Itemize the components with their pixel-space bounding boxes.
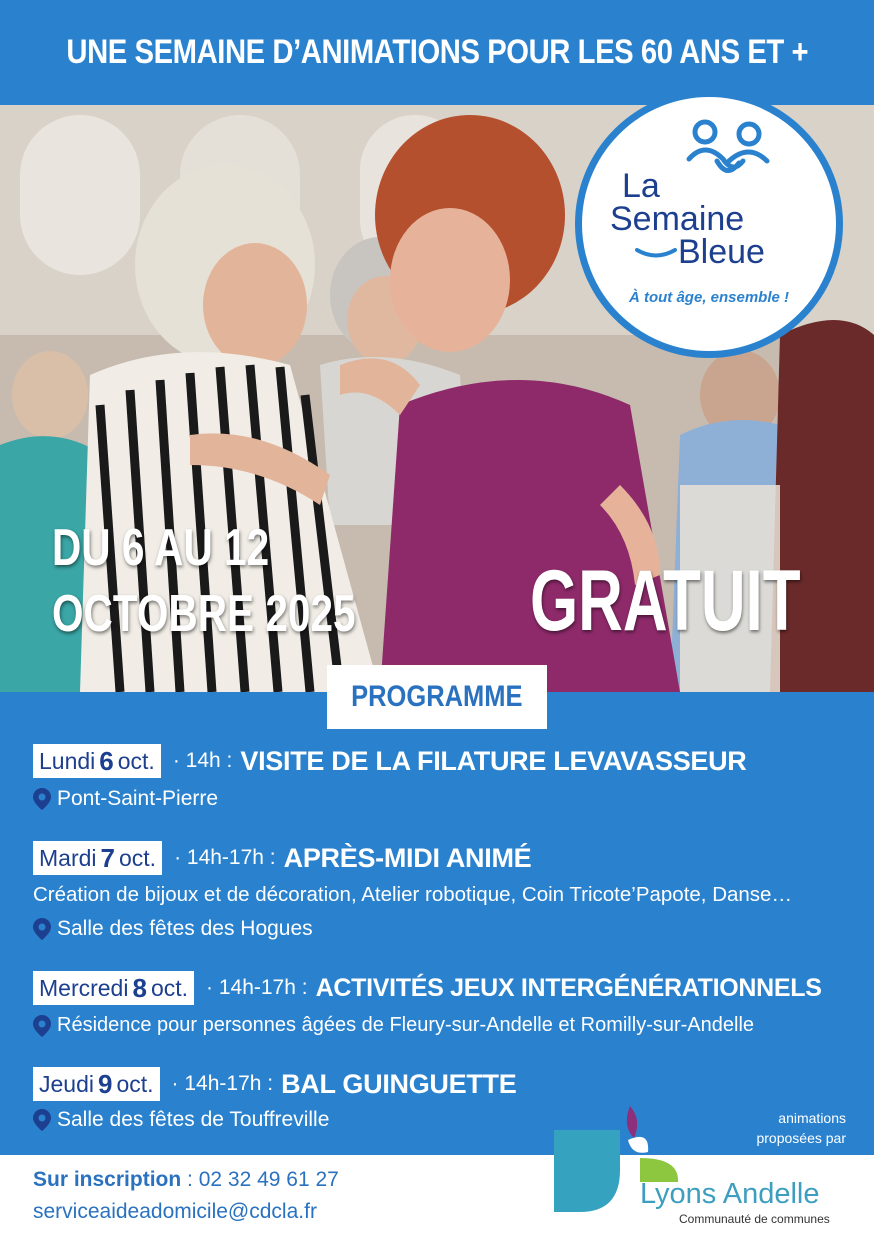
program-item-wednesday bbox=[33, 971, 822, 1005]
organizer-intro bbox=[700, 1108, 846, 1148]
location-pin-icon bbox=[33, 918, 51, 940]
activity-time: · 14h-17h : bbox=[174, 846, 276, 869]
day-number: 6 bbox=[99, 745, 114, 776]
location-pin-icon bbox=[33, 1015, 51, 1037]
phone-number[interactable]: : 02 32 49 61 27 bbox=[181, 1168, 339, 1191]
activity-time: · 14h-17h : bbox=[171, 1072, 274, 1095]
contact-phone bbox=[33, 1168, 339, 1192]
day-pill bbox=[33, 841, 162, 875]
day-number: 8 bbox=[132, 972, 147, 1003]
day-month: oct. bbox=[116, 1070, 154, 1097]
day-month: oct. bbox=[150, 974, 189, 1001]
day-name: Jeudi bbox=[39, 1070, 94, 1097]
badge-line3: Bleue bbox=[678, 233, 765, 271]
event-dates bbox=[52, 515, 356, 647]
day-month: oct. bbox=[118, 844, 157, 871]
contact-email[interactable]: serviceaideadomicile@cdcla.fr bbox=[33, 1200, 317, 1223]
activity-location bbox=[33, 917, 313, 941]
header-title: UNE SEMAINE D’ANIMATIONS POUR LES 60 ANS ET + bbox=[66, 33, 808, 71]
day-month: oct. bbox=[117, 747, 155, 774]
dates-line2: OCTOBRE 2025 bbox=[52, 585, 356, 643]
location-text: Résidence pour personnes âgées de Fleury-sur-Andelle et Romilly-sur-Andelle bbox=[57, 1014, 755, 1036]
location-pin-icon bbox=[33, 1109, 51, 1131]
location-text: Pont-Saint-Pierre bbox=[57, 787, 219, 810]
program-heading bbox=[327, 665, 547, 729]
organizer-intro-line1: animations bbox=[778, 1110, 846, 1126]
activity-title: APRÈS-MIDI ANIMÉ bbox=[283, 842, 532, 873]
activity-description: Création de bijoux et de décoration, Atelier robotique, Coin Tricote’Papote, Danse… bbox=[33, 883, 792, 906]
day-name: Mardi bbox=[39, 844, 97, 871]
day-pill bbox=[33, 971, 194, 1005]
day-name: Mercredi bbox=[39, 974, 129, 1001]
location-pin-icon bbox=[33, 788, 51, 810]
activity-location bbox=[33, 1108, 329, 1132]
day-name: Lundi bbox=[39, 747, 96, 774]
badge-line2: Semaine bbox=[610, 200, 745, 238]
day-pill bbox=[33, 1067, 160, 1101]
activity-time: · 14h-17h : bbox=[206, 976, 308, 999]
header-banner bbox=[0, 0, 874, 105]
program-item-tuesday bbox=[33, 841, 531, 875]
location-text: Salle des fêtes des Hogues bbox=[57, 917, 313, 940]
organizer-name: Lyons Andelle bbox=[640, 1178, 820, 1210]
semaine-bleue-logo bbox=[575, 90, 843, 358]
smile-icon bbox=[634, 247, 678, 261]
dates-line1: DU 6 AU 12 bbox=[52, 519, 270, 577]
location-text: Salle des fêtes de Touffreville bbox=[57, 1108, 330, 1131]
program-heading-text: PROGRAMME bbox=[351, 680, 523, 713]
activity-location bbox=[33, 1014, 754, 1037]
people-figures-icon bbox=[683, 119, 773, 181]
program-item-monday bbox=[33, 744, 747, 778]
day-pill bbox=[33, 744, 161, 778]
activity-time: · 14h : bbox=[172, 749, 233, 772]
contact-label: Sur inscription bbox=[33, 1168, 182, 1191]
badge-line1: La bbox=[622, 167, 660, 205]
day-number: 7 bbox=[100, 842, 115, 873]
organizer-subtitle: Communauté de communes bbox=[679, 1212, 830, 1226]
activity-title: ACTIVITÉS JEUX INTERGÉNÉRATIONNELS bbox=[315, 973, 822, 1002]
organizer-intro-line2: proposées par bbox=[756, 1130, 846, 1146]
activity-location bbox=[33, 787, 218, 811]
activity-title: BAL GUINGUETTE bbox=[281, 1068, 517, 1099]
day-number: 9 bbox=[97, 1068, 113, 1099]
badge-tagline: À tout âge, ensemble ! bbox=[628, 289, 790, 306]
price-label: GRATUIT bbox=[530, 553, 801, 649]
program-item-thursday bbox=[33, 1067, 516, 1101]
activity-title: VISITE DE LA FILATURE LEVAVASSEUR bbox=[240, 745, 747, 776]
